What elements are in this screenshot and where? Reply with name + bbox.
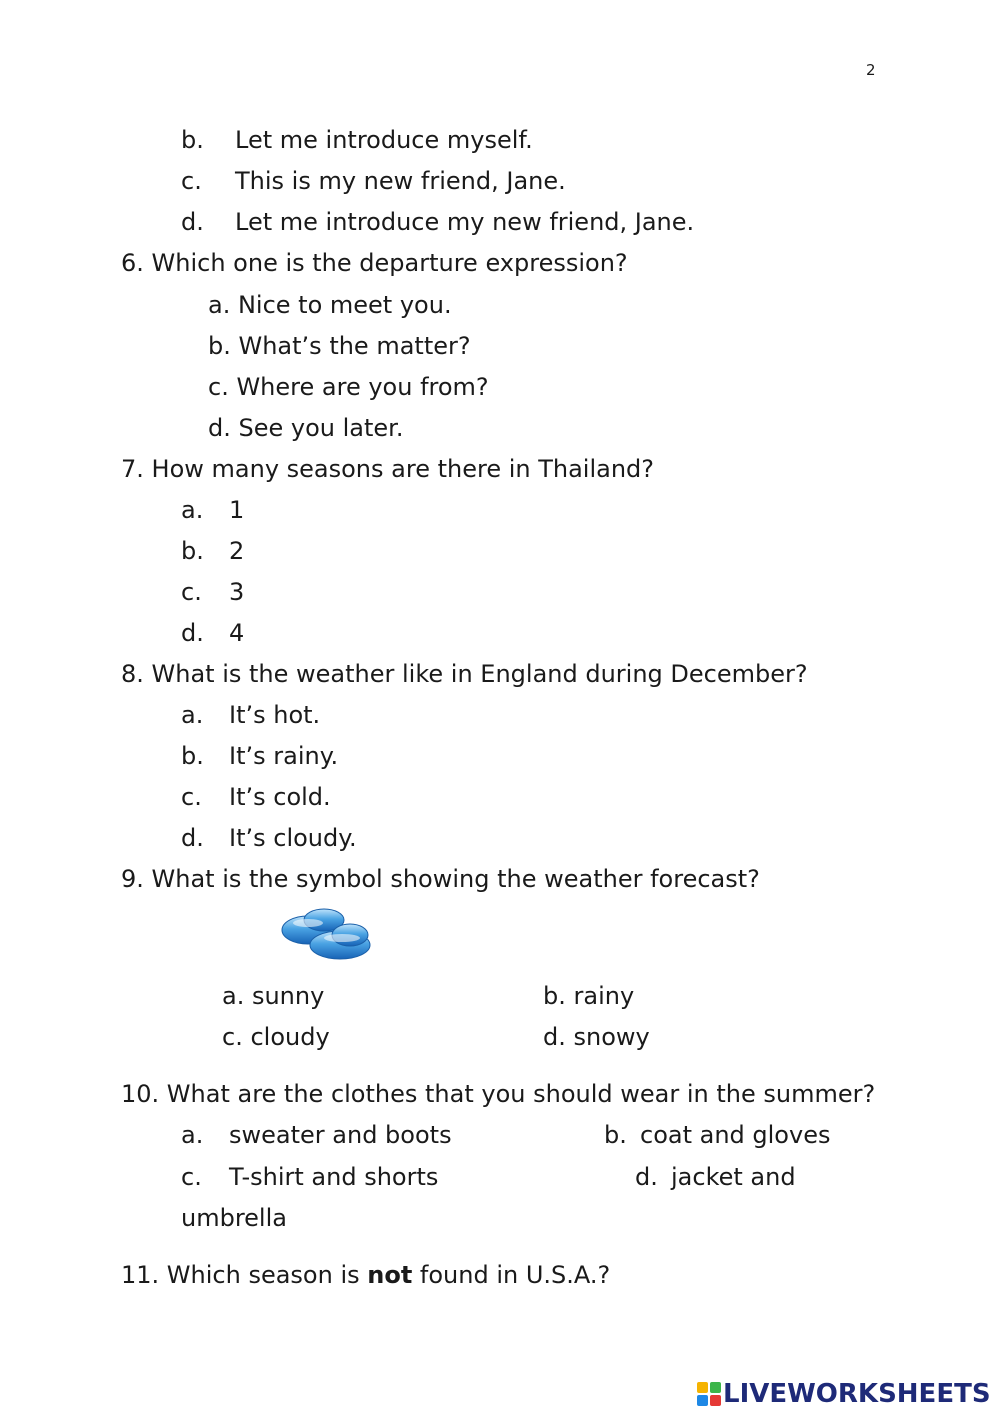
- page-number: 2: [866, 61, 876, 79]
- q8-option-d: [181, 823, 357, 853]
- q8-question: 8. What is the weather like in England during December?: [121, 660, 808, 688]
- option-text: coat and gloves: [640, 1121, 831, 1149]
- option-letter: b.: [604, 1121, 627, 1149]
- q6-question: 6. Which one is the departure expression?: [121, 249, 628, 277]
- q11-suffix: found in U.S.A.?: [412, 1261, 611, 1289]
- q10-question: 10. What are the clothes that you should wear in the summer?: [121, 1080, 876, 1108]
- option-text: It’s cloudy.: [229, 824, 357, 852]
- q10-option-d: [635, 1162, 796, 1192]
- option-text: It’s hot.: [229, 701, 321, 729]
- q6-option-d: d. See you later.: [208, 414, 404, 442]
- q7-option-a: [181, 495, 244, 525]
- option-text: jacket and: [671, 1163, 796, 1191]
- q8-option-c: [181, 782, 331, 812]
- option-letter: d.: [635, 1163, 658, 1191]
- brand-name: LIVEWORKSHEETS: [723, 1379, 991, 1409]
- option-letter: d.: [181, 824, 204, 852]
- q11-bold-word: not: [367, 1261, 413, 1289]
- option-text: This is my new friend, Jane.: [235, 167, 566, 195]
- q9-option-b: b. rainy: [543, 982, 635, 1010]
- q9-option-c: c. cloudy: [222, 1023, 330, 1051]
- q8-option-b: [181, 741, 338, 771]
- option-letter: c.: [181, 167, 202, 195]
- cloud-icon: [278, 905, 378, 969]
- q7-question: 7. How many seasons are there in Thailand?: [121, 455, 655, 483]
- option-letter: a.: [181, 701, 204, 729]
- option-letter: b.: [181, 537, 204, 565]
- q6-option-c: c. Where are you from?: [208, 373, 489, 401]
- q7-option-c: [181, 577, 244, 607]
- q7-option-b: [181, 536, 244, 566]
- option-text: Let me introduce my new friend, Jane.: [235, 208, 695, 236]
- q8-option-a: [181, 700, 320, 730]
- option-text: 2: [229, 537, 245, 565]
- option-text: It’s cold.: [229, 783, 331, 811]
- option-letter: c.: [181, 783, 202, 811]
- option-letter: a.: [181, 496, 204, 524]
- option-text: T-shirt and shorts: [229, 1163, 439, 1191]
- q10-option-a: [181, 1120, 452, 1150]
- q6-option-b: b. What’s the matter?: [208, 332, 471, 360]
- q10-option-b: [604, 1120, 830, 1150]
- q10-option-c: [181, 1162, 438, 1192]
- q5-option-c: [181, 166, 566, 196]
- option-text: 3: [229, 578, 245, 606]
- option-letter: b.: [181, 742, 204, 770]
- option-text: It’s rainy.: [229, 742, 339, 770]
- q9-option-d: d. snowy: [543, 1023, 650, 1051]
- option-letter: d.: [181, 208, 204, 236]
- option-letter: b.: [181, 126, 204, 154]
- q5-option-d: [181, 207, 694, 237]
- option-letter: c.: [181, 578, 202, 606]
- q10-option-d-wrap: umbrella: [181, 1204, 287, 1232]
- option-text: 1: [229, 496, 245, 524]
- q7-option-d: [181, 618, 244, 648]
- q11-prefix: 11. Which season is: [121, 1261, 368, 1289]
- brand-grid-icon: [697, 1382, 721, 1406]
- q11-question: [121, 1260, 610, 1290]
- option-text: Let me introduce myself.: [235, 126, 533, 154]
- option-text: 4: [229, 619, 245, 647]
- option-text: sweater and boots: [229, 1121, 452, 1149]
- option-letter: c.: [181, 1163, 202, 1191]
- q6-option-a: a. Nice to meet you.: [208, 291, 452, 319]
- q9-question: 9. What is the symbol showing the weather forecast?: [121, 865, 760, 893]
- q5-option-b: [181, 125, 533, 155]
- option-letter: d.: [181, 619, 204, 647]
- q9-option-a: a. sunny: [222, 982, 325, 1010]
- option-letter: a.: [181, 1121, 204, 1149]
- liveworksheets-logo: [697, 1378, 991, 1410]
